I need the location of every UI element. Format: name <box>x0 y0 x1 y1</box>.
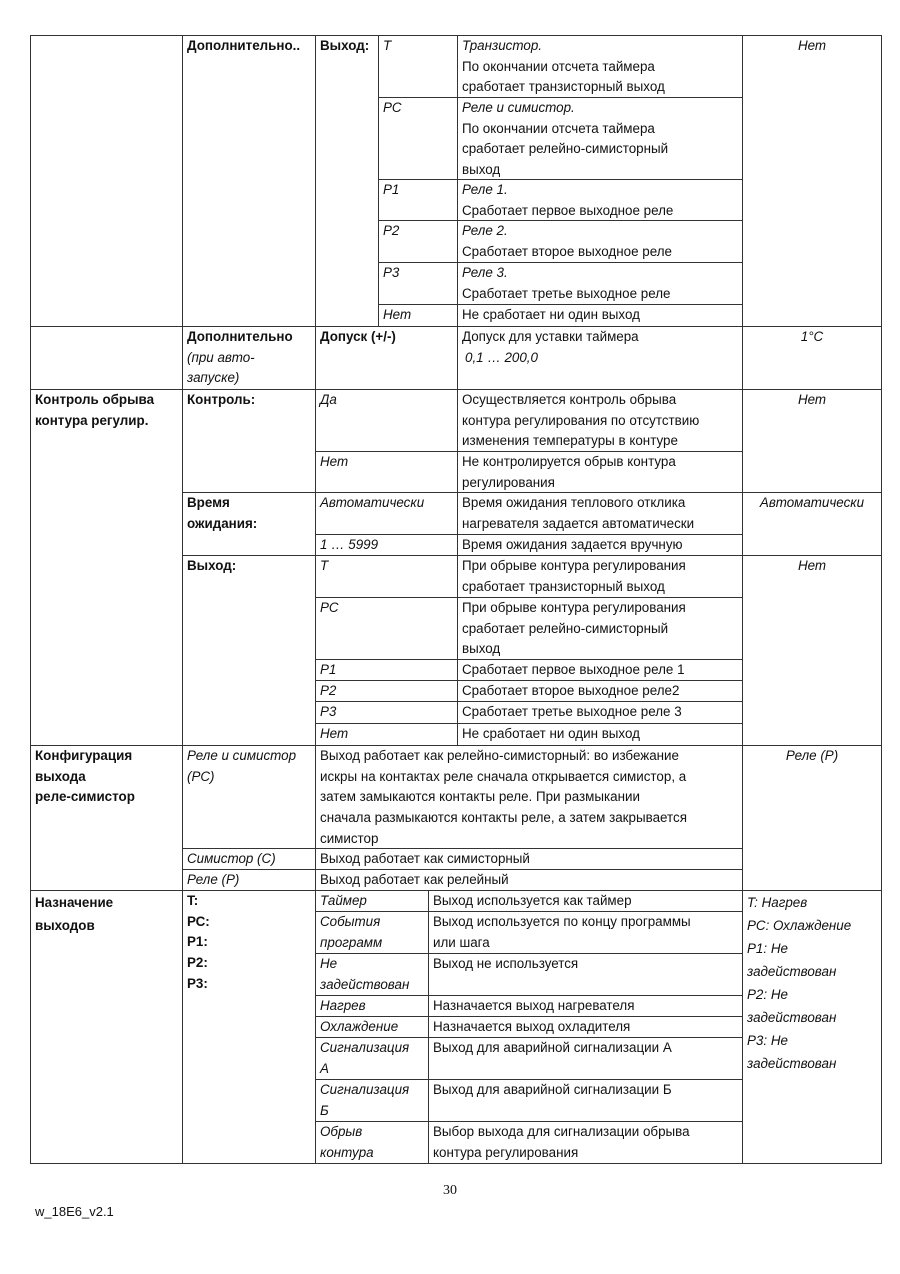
outputs-list <box>182 890 316 1164</box>
cell-text: Выход: <box>187 558 237 573</box>
cell-text: запуске) <box>187 370 240 386</box>
section-title <box>30 890 183 1164</box>
cell-text: Нет <box>797 38 827 53</box>
cell-text: T: Нагрев <box>747 895 808 910</box>
cell-text: Р3: Не <box>747 1033 788 1048</box>
cell-text: сначала размыкаются контакты реле, а затем закрывается <box>320 810 687 826</box>
option-value <box>378 97 458 180</box>
cell-text: Реле 3. <box>462 265 508 280</box>
option-desc <box>428 1121 743 1164</box>
option-desc <box>457 35 743 98</box>
cell-text: Допуск (+/-) <box>320 329 396 344</box>
option-value <box>315 659 458 681</box>
cell-text: 1°C <box>800 329 824 344</box>
option-value <box>315 995 429 1017</box>
option-desc <box>428 995 743 1017</box>
cell-text: выход <box>462 641 501 657</box>
cell-text: задействован <box>320 976 410 992</box>
cell-text: Сработает второе выходное реле2 <box>462 683 680 698</box>
cell-text: или шага <box>433 934 490 950</box>
cell-text: Назначается выход охладителя <box>433 1019 631 1034</box>
cell-text: Выход для аварийной сигнализации А <box>433 1040 672 1055</box>
option-desc <box>457 97 743 180</box>
cell-text: выхода <box>35 768 86 784</box>
option-value <box>378 304 458 327</box>
cell-text: А <box>320 1060 329 1076</box>
option-desc <box>457 555 743 598</box>
option-desc <box>428 890 743 912</box>
cell-text: Контроль обрыва <box>35 392 155 407</box>
cell-text: ожидания: <box>187 515 258 531</box>
cell-text: Автоматически <box>759 495 865 510</box>
option-value <box>315 680 458 702</box>
option-value <box>315 1016 429 1038</box>
cell-text: Сработает третье выходное реле <box>462 285 671 301</box>
cell-text: Сработает первое выходное реле 1 <box>462 662 685 677</box>
cell-text: По окончании отсчета таймера <box>462 58 655 74</box>
option-value <box>315 723 458 746</box>
cell-text: События <box>320 914 381 929</box>
section-cell-empty <box>30 35 183 327</box>
cell-text: искры на контактах реле сначала открывается симистор, а <box>320 768 687 784</box>
cell-text: Сработает первое выходное реле <box>462 202 674 218</box>
param-label <box>315 35 379 327</box>
cell-text: Нет <box>320 726 349 741</box>
cell-text: Автоматически <box>320 495 425 510</box>
option-desc <box>428 1016 743 1038</box>
cell-text: Контроль: <box>187 392 256 407</box>
option-value <box>378 35 458 98</box>
option-value <box>315 1037 429 1080</box>
option-value <box>182 848 316 870</box>
document-id: w_18E6_v2.1 <box>35 1204 114 1219</box>
param-label <box>315 326 458 390</box>
cell-text: РС: Охлаждение <box>747 918 852 933</box>
cell-text: Сработает третье выходное реле 3 <box>462 704 682 719</box>
default-value <box>742 389 882 493</box>
cell-text: Назначение <box>35 895 114 910</box>
option-desc <box>457 680 743 702</box>
cell-text: Нет <box>797 392 827 407</box>
option-desc <box>457 534 743 556</box>
cell-text: нагревателя задается автоматически <box>462 515 695 531</box>
cell-text: Р2: Не <box>747 987 788 1002</box>
cell-text: Дополнительно <box>187 329 293 344</box>
cell-text: Выбор выхода для сигнализации обрыва <box>433 1124 690 1139</box>
cell-text: Выход используется как таймер <box>433 893 632 908</box>
option-value <box>378 179 458 221</box>
cell-text: изменения температуры в контуре <box>462 433 678 449</box>
cell-text: Б <box>320 1102 329 1118</box>
cell-text: Нет <box>320 454 349 469</box>
cell-text: Назначается выход нагревателя <box>433 998 635 1013</box>
cell-text: Время ожидания задается вручную <box>462 537 683 552</box>
cell-text: Допуск для уставки таймера <box>462 329 639 344</box>
cell-text: T <box>383 38 392 53</box>
cell-text: Выход используется по концу программы <box>433 914 691 929</box>
cell-text: контура регулир. <box>35 412 149 428</box>
cell-text: Реле 2. <box>462 223 508 238</box>
page-number: 30 <box>443 1183 457 1198</box>
option-desc <box>457 492 743 535</box>
option-desc <box>315 869 743 891</box>
cell-text: При обрыве контура регулирования <box>462 600 686 615</box>
option-desc <box>457 326 743 390</box>
default-value <box>742 35 882 327</box>
option-desc <box>315 848 743 870</box>
cell-text: Осуществляется контроль обрыва <box>462 392 677 407</box>
param-label <box>182 555 316 746</box>
cell-text: 0,1 … 200,0 <box>465 349 538 365</box>
cell-text: Р2 <box>383 223 400 238</box>
cell-text: Реле (Р) <box>785 748 839 763</box>
option-value <box>378 262 458 305</box>
option-desc <box>457 659 743 681</box>
cell-text: выход <box>462 162 501 178</box>
cell-text: Реле и симистор. <box>462 100 575 115</box>
cell-text: Конфигурация <box>35 748 133 763</box>
option-value <box>315 701 458 724</box>
option-value <box>315 890 429 912</box>
option-value <box>182 745 316 849</box>
cell-text: 1 … 5999 <box>320 537 379 552</box>
option-desc <box>457 220 743 263</box>
cell-text: контура регулирования <box>433 1144 579 1160</box>
cell-text: Р3: <box>187 975 208 991</box>
cell-text: Симистор (С) <box>187 851 276 866</box>
option-value <box>315 451 458 493</box>
cell-text: Таймер <box>320 893 367 908</box>
option-desc <box>428 1037 743 1080</box>
cell-text: программ <box>320 934 383 950</box>
cell-text: Реле 1. <box>462 182 508 197</box>
cell-text: задействован <box>747 1056 837 1071</box>
option-value <box>315 597 458 660</box>
section-title <box>30 389 183 746</box>
cell-text: Сигнализация <box>320 1040 410 1055</box>
cell-text: Обрыв <box>320 1124 363 1139</box>
cell-text: Время <box>187 495 230 510</box>
default-value <box>742 890 882 1164</box>
cell-text: Р2: <box>187 955 208 971</box>
option-value <box>315 1121 429 1164</box>
cell-text: сработает релейно-симисторный <box>462 620 669 636</box>
cell-text: Р1: <box>187 934 208 950</box>
cell-text: Транзистор. <box>462 38 542 53</box>
group-label <box>182 326 316 390</box>
param-label <box>182 389 316 493</box>
cell-text: Р2 <box>320 683 337 698</box>
option-desc <box>457 304 743 327</box>
option-value <box>315 911 429 954</box>
cell-text: При обрыве контура регулирования <box>462 558 686 573</box>
cell-text: Реле и симистор <box>187 748 297 763</box>
option-desc <box>428 911 743 954</box>
cell-text: Охлаждение <box>320 1019 399 1034</box>
cell-text: задействован <box>747 1010 837 1025</box>
option-value <box>315 389 458 452</box>
cell-text: Время ожидания теплового отклика <box>462 495 686 510</box>
cell-text: регулирования <box>462 474 555 490</box>
option-desc <box>428 1079 743 1122</box>
cell-text: Нагрев <box>320 998 366 1013</box>
cell-text: затем замыкаются контакты реле. При размыкании <box>320 789 640 805</box>
option-value <box>315 534 458 556</box>
param-label <box>182 492 316 556</box>
cell-text: Да <box>320 392 337 407</box>
default-value <box>742 745 882 891</box>
cell-text: Р3 <box>320 704 337 719</box>
default-value <box>742 326 882 390</box>
default-value <box>742 555 882 746</box>
cell-text: По окончании отсчета таймера <box>462 120 655 136</box>
cell-text: Выход не используется <box>433 956 579 971</box>
cell-text: контура регулирования по отсутствию <box>462 412 700 428</box>
default-value <box>742 492 882 556</box>
cell-text: Р1: Не <box>747 941 788 956</box>
cell-text: контура <box>320 1144 374 1160</box>
cell-text: Сигнализация <box>320 1082 410 1097</box>
option-desc <box>457 179 743 221</box>
option-desc <box>457 597 743 660</box>
cell-text: Нет <box>797 558 827 573</box>
option-desc <box>457 389 743 452</box>
cell-text: Не <box>320 956 338 971</box>
option-value <box>315 555 458 598</box>
cell-text: T <box>320 558 329 573</box>
option-value <box>182 869 316 891</box>
param-label-text: Выход: <box>320 38 370 53</box>
cell-text: T: <box>187 893 199 908</box>
group-label-text: Дополнительно.. <box>187 38 301 53</box>
cell-text: сработает транзисторный выход <box>462 578 665 594</box>
cell-text: (при авто- <box>187 349 255 365</box>
cell-text: Выход работает как релейно-симисторный: во избежание <box>320 748 679 763</box>
cell-text: сработает транзисторный выход <box>462 79 665 95</box>
cell-text: выходов <box>35 918 95 933</box>
cell-text: Не сработает ни один выход <box>462 726 640 741</box>
cell-text: Р1 <box>320 662 337 677</box>
cell-text: Сработает второе выходное реле <box>462 243 672 259</box>
cell-text: РС <box>320 600 339 615</box>
group-label <box>182 35 316 327</box>
option-desc <box>457 262 743 305</box>
option-value <box>315 1079 429 1122</box>
option-value <box>378 220 458 263</box>
section-cell-empty <box>30 326 183 390</box>
option-desc <box>428 953 743 996</box>
cell-text: сработает релейно-симисторный <box>462 141 669 157</box>
cell-text: задействован <box>747 964 837 979</box>
cell-text: Выход работает как релейный <box>320 872 509 887</box>
cell-text: Не контролируется обрыв контура <box>462 454 676 469</box>
cell-text: РС: <box>187 913 210 929</box>
cell-text: Выход для аварийной сигнализации Б <box>433 1082 672 1097</box>
cell-text: реле-симистор <box>35 789 135 805</box>
option-desc <box>315 745 743 849</box>
option-value <box>315 492 458 535</box>
cell-text: Не сработает ни один выход <box>462 307 640 322</box>
cell-text: Выход работает как симисторный <box>320 851 530 866</box>
option-desc <box>457 451 743 493</box>
option-value <box>315 953 429 996</box>
option-desc <box>457 723 743 746</box>
cell-text: Р1 <box>383 182 400 197</box>
cell-text: Нет <box>383 307 412 322</box>
cell-text: (РС) <box>187 768 215 784</box>
cell-text: Р3 <box>383 265 400 280</box>
cell-text: РС <box>383 100 402 115</box>
cell-text: симистор <box>320 830 379 846</box>
option-desc <box>457 701 743 724</box>
cell-text: Реле (Р) <box>187 872 240 887</box>
section-title <box>30 745 183 891</box>
